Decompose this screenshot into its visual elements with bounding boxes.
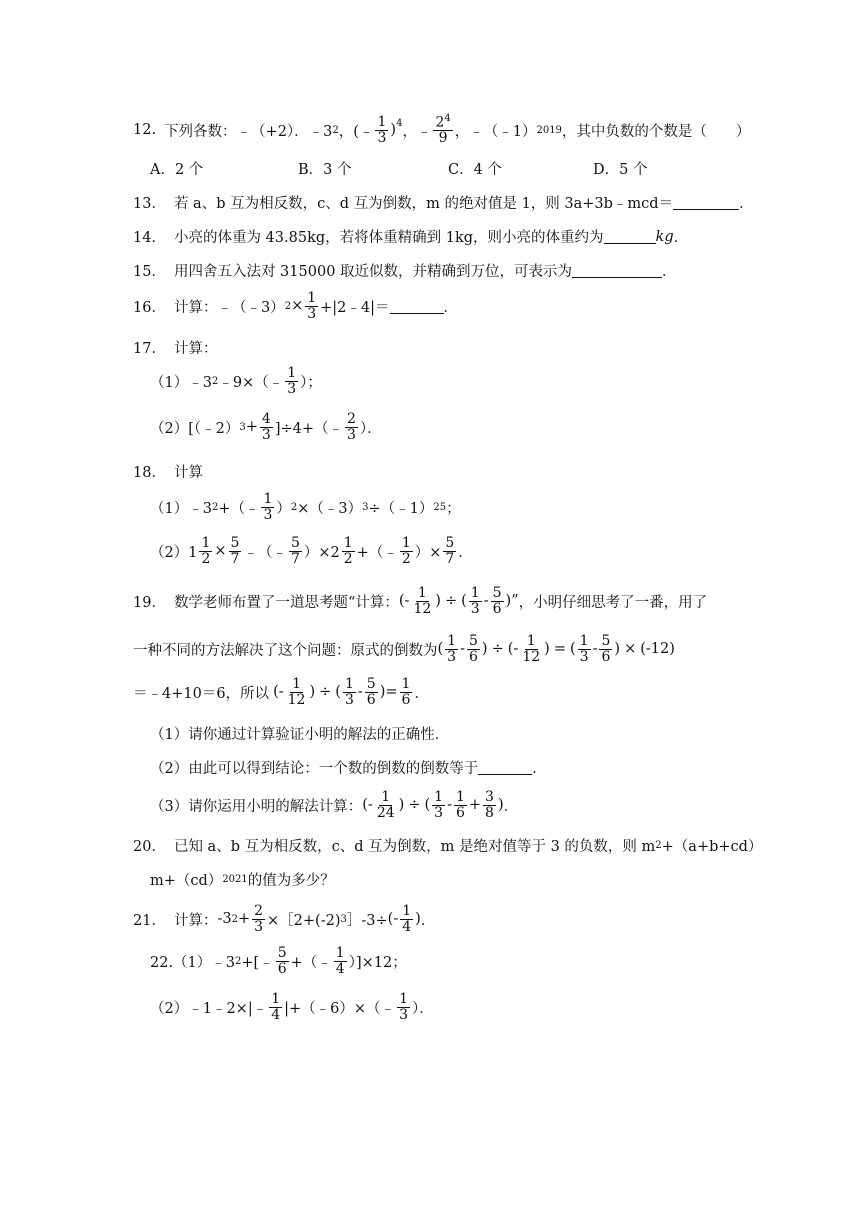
- denominator: 3: [287, 380, 297, 397]
- denominator: 12: [287, 691, 306, 708]
- minus-sign: -: [404, 593, 410, 610]
- question-16: [133, 291, 458, 321]
- denominator: 3: [307, 305, 317, 322]
- fraction: [334, 946, 347, 976]
- numerator: 1: [470, 585, 480, 601]
- fraction: [305, 291, 318, 321]
- denominator: 6: [401, 691, 411, 708]
- expression-text: ）: [276, 500, 291, 517]
- paren: ): [415, 911, 421, 928]
- operator: ÷: [444, 593, 458, 610]
- question-text: ＝﹣4+10＝6，所以: [133, 685, 270, 702]
- period: ．: [673, 230, 689, 246]
- denominator: 3: [344, 691, 354, 708]
- paren: ): [497, 797, 504, 814]
- denominator: 4: [402, 918, 412, 935]
- minus-sign: ﹣: [416, 123, 432, 140]
- period: ．: [532, 761, 547, 777]
- fraction: [467, 634, 480, 664]
- exponent: 3: [362, 501, 369, 513]
- denominator: 6: [492, 600, 502, 617]
- question-number: 18．: [133, 465, 166, 481]
- paren: ): [379, 684, 386, 701]
- q12-tail-text: ，其中负数的个数是（ ）: [561, 123, 751, 140]
- denominator: 7: [230, 550, 240, 567]
- fraction: [260, 412, 273, 442]
- question-22-part-2: [150, 992, 434, 1022]
- expression-text: 22.（1）﹣3: [150, 954, 236, 971]
- period: ．: [503, 798, 519, 815]
- question-22-part-1: [150, 946, 407, 976]
- fraction: [261, 492, 274, 522]
- operator: ×: [214, 543, 227, 560]
- q19-sub-3: [150, 790, 518, 820]
- period: ．: [414, 685, 429, 702]
- answer-blank[interactable]: [604, 229, 656, 244]
- exponent: 2: [655, 840, 662, 851]
- expression-text: ）]×12；: [348, 954, 407, 971]
- expression-text: ﹣9×（﹣: [218, 374, 284, 391]
- paren: (: [461, 593, 467, 610]
- question-text: 计算：: [173, 912, 218, 929]
- denominator: 24: [376, 804, 395, 821]
- fraction: [345, 412, 358, 442]
- numerator: 1: [344, 676, 354, 692]
- denominator: 9: [438, 130, 448, 147]
- fraction: [432, 790, 445, 820]
- paren: (: [437, 641, 444, 658]
- paren: (: [507, 641, 514, 658]
- numerator: 1: [307, 290, 317, 306]
- question-19-line-2: [133, 634, 675, 664]
- denominator: 3: [434, 804, 444, 821]
- question-text: 已知 a、b 互为相反数，c、d 互为倒数，m 是绝对值等于 3 的负数，则 m: [173, 839, 656, 855]
- numerator: 1: [417, 585, 427, 601]
- fraction: [400, 677, 413, 707]
- exponent: 2: [211, 501, 219, 513]
- fraction: [599, 634, 612, 664]
- exponent: 4: [396, 117, 403, 129]
- denominator: 6: [455, 804, 465, 821]
- numerator: 3: [485, 789, 494, 805]
- numerator: 5: [469, 633, 478, 649]
- numerator: 1: [401, 535, 411, 551]
- numerator: 5: [277, 945, 287, 961]
- denominator: 3: [261, 426, 271, 443]
- operator: ÷: [319, 684, 332, 701]
- quote-mark: ”: [511, 593, 519, 610]
- denominator: 8: [485, 804, 494, 821]
- paren: ): [309, 684, 316, 701]
- period: ．: [739, 196, 754, 212]
- fraction: [285, 366, 298, 396]
- numerator: 4: [261, 411, 271, 427]
- minus-sign: -: [357, 684, 363, 701]
- fraction: [276, 946, 289, 976]
- question-text: 一种不同的方法解决了这个问题：原式的倒数为: [133, 642, 438, 659]
- exponent: 3: [239, 421, 246, 433]
- question-13: [133, 192, 754, 213]
- exponent: 2019: [536, 124, 562, 136]
- expression-text: ］-3÷: [346, 912, 388, 929]
- denominator: 3: [263, 506, 273, 523]
- fraction: [520, 634, 542, 664]
- exponent: 2021: [222, 874, 248, 885]
- expression-text: -3: [217, 911, 232, 928]
- numerator: 1: [343, 535, 353, 551]
- minus-sign: -: [513, 641, 519, 658]
- denominator: 3: [447, 648, 457, 665]
- fraction: [286, 677, 308, 707]
- q18-part-1: [150, 492, 461, 522]
- fraction: [578, 634, 591, 664]
- numerator: 1: [335, 945, 345, 961]
- option-a[interactable]: A．2 个: [150, 162, 204, 178]
- fraction: [289, 536, 302, 566]
- question-number: 20．: [133, 839, 166, 855]
- numerator: 1: [399, 991, 408, 1007]
- question-number: 13．: [133, 196, 166, 212]
- fraction: [342, 536, 355, 566]
- question-20-line-2: [150, 869, 335, 890]
- paren: (: [273, 684, 279, 701]
- minus-sign: -: [447, 797, 452, 814]
- question-12: [133, 114, 750, 146]
- fraction-1-3: [375, 115, 388, 145]
- paren: ): [435, 593, 441, 610]
- period: ．: [420, 912, 436, 929]
- numerator: 5: [445, 535, 455, 551]
- expression-text: （2）1: [150, 544, 198, 561]
- paren: ): [481, 641, 488, 658]
- expression-text: ）．: [359, 420, 382, 437]
- question-number: 17．: [133, 341, 166, 357]
- answer-blank[interactable]: [478, 760, 532, 775]
- expression-text: 计算：﹣（﹣3）: [173, 299, 285, 316]
- question-text: +（a+b+cd）: [661, 839, 763, 855]
- exponent: 2: [290, 501, 298, 513]
- question-text: 数学老师布置了一道思考题“计算：: [173, 594, 399, 611]
- numerator: 1: [381, 789, 391, 805]
- numerator: 5: [230, 535, 240, 551]
- expression-text: ×［2+(-2): [267, 912, 341, 929]
- denominator: 3: [470, 600, 480, 617]
- question-text: 计算：: [173, 341, 218, 357]
- period: ．: [662, 264, 677, 280]
- base: 2: [435, 114, 445, 131]
- minus-sign: -: [592, 641, 598, 658]
- numerator: [433, 114, 452, 131]
- question-18: [133, 461, 203, 482]
- operator: ÷: [408, 797, 421, 814]
- denominator: 6: [469, 648, 478, 665]
- paren: (: [569, 641, 576, 658]
- paren: ): [390, 122, 397, 139]
- operator: ×: [624, 641, 637, 658]
- paren: ): [398, 797, 405, 814]
- q17-part-1: [150, 366, 322, 396]
- denominator: 3: [254, 918, 264, 935]
- numerator: 5: [366, 676, 376, 692]
- answer-blank[interactable]: [673, 195, 739, 210]
- expression-text: ）×2: [303, 544, 340, 561]
- equals-sign: =: [553, 641, 566, 658]
- paren: (﹣: [353, 123, 374, 140]
- expression-text: +（﹣: [218, 500, 260, 517]
- expression-text: +[﹣: [241, 954, 274, 971]
- fraction: [269, 992, 282, 1022]
- fraction: [443, 536, 456, 566]
- question-text: （2）由此可以得到结论：一个数的倒数的倒数等于: [150, 761, 479, 777]
- fraction: [199, 536, 212, 566]
- question-text: 计算: [173, 465, 203, 481]
- minus-sign: -: [460, 641, 465, 658]
- q12-text-2: ，﹣（﹣1）: [454, 123, 537, 140]
- minus-sign: -: [483, 593, 489, 610]
- paren: ): [544, 641, 550, 658]
- exponent: 2: [284, 300, 292, 312]
- option-d[interactable]: D．5 个: [593, 162, 648, 178]
- question-text: 用四舍五入法对 315000 取近似数，并精确到万位，可表示为: [173, 264, 573, 280]
- paren: (: [398, 593, 405, 610]
- expression-text: ÷（﹣1）: [368, 500, 434, 517]
- question-17: [133, 337, 217, 358]
- question-20-line-1: [133, 835, 762, 856]
- denominator: 2: [401, 550, 411, 567]
- q19-sub-2: [150, 757, 547, 778]
- question-text: 的值为多少？: [247, 873, 335, 889]
- denominator: 4: [335, 960, 345, 977]
- expression-text: （2）﹣1﹣2×|﹣: [150, 1000, 268, 1017]
- expression-text: ）；: [300, 374, 322, 391]
- denominator: 3: [377, 129, 387, 146]
- fraction-2pow4-9: [433, 114, 452, 146]
- paren: ): [614, 641, 621, 658]
- numerator: 5: [290, 535, 300, 551]
- period: ．: [458, 544, 473, 561]
- numerator: 1: [201, 535, 211, 551]
- expression-text: ；: [446, 500, 461, 517]
- question-text: ，小明仔细思考了一番，用了: [518, 594, 708, 611]
- denominator: 4: [271, 1006, 281, 1023]
- denominator: 6: [366, 691, 376, 708]
- question-text: 若 a、b 互为相反数，c、d 互为倒数，m 的绝对值是 1，则 3a+3b﹣mcd＝: [173, 196, 674, 212]
- numerator: 1: [434, 789, 444, 805]
- fraction: [229, 536, 242, 566]
- operator: ÷: [491, 641, 504, 658]
- expression-text: ）．: [411, 1000, 434, 1017]
- numerator: 1: [447, 633, 457, 649]
- exponent: 2: [231, 913, 238, 925]
- numerator: 1: [263, 491, 273, 507]
- numerator: 1: [401, 676, 411, 692]
- numerator: 1: [377, 113, 387, 130]
- exponent: 2: [332, 124, 339, 136]
- fraction: [397, 992, 410, 1022]
- answer-blank[interactable]: [390, 299, 444, 314]
- exponent: 2: [235, 955, 242, 967]
- question-15: [133, 260, 677, 281]
- numerator: 2: [254, 903, 264, 919]
- numerator: 1: [271, 991, 281, 1007]
- q17-part-2: [150, 412, 382, 442]
- denominator: 12: [413, 600, 432, 617]
- numerator: 2: [347, 411, 356, 427]
- option-b[interactable]: B．3 个: [298, 162, 352, 178]
- expression-text: （1）﹣3: [150, 500, 212, 517]
- q12-lead-text: 下列各数：﹣（+2）．﹣3: [164, 123, 333, 140]
- answer-blank[interactable]: [572, 263, 662, 278]
- expression-text: +（﹣: [290, 954, 332, 971]
- numerator: 1: [579, 633, 589, 649]
- question-number: 19．: [133, 594, 166, 611]
- question-19-line-1: [133, 586, 707, 616]
- denominator: 3: [399, 1006, 408, 1023]
- unit: kg: [655, 228, 674, 245]
- operator: +: [245, 419, 258, 436]
- operator: ×: [291, 298, 304, 315]
- paren: ): [505, 593, 512, 610]
- plus-sign: +: [468, 797, 482, 814]
- numerator: 1: [292, 676, 302, 692]
- question-text: （3）请你运用小明的解法计算：: [150, 798, 363, 815]
- denominator: 2: [343, 550, 353, 567]
- minus-sign: -: [278, 684, 284, 701]
- exponent: 2: [211, 375, 219, 387]
- denominator: 6: [277, 960, 287, 977]
- period: ．: [443, 299, 459, 316]
- denominator: 3: [579, 648, 589, 665]
- question-number: 14．: [133, 230, 166, 246]
- fraction: [469, 586, 482, 616]
- denominator: 7: [445, 550, 455, 567]
- q19-sub-1: （1）请你通过计算验证小明的解法的正确性．: [150, 727, 450, 743]
- fraction: [343, 677, 356, 707]
- question-text: m+（cd）: [150, 873, 223, 889]
- paren: (: [362, 797, 368, 814]
- fraction: [400, 904, 413, 934]
- paren: (: [335, 684, 341, 701]
- expression-text: (-12): [640, 641, 675, 658]
- expression-text: (-: [387, 911, 399, 928]
- denominator: 3: [347, 426, 356, 443]
- expression-text: |+（﹣6）×（﹣: [284, 1000, 396, 1017]
- fraction: [365, 677, 378, 707]
- question-number: 21．: [133, 912, 166, 929]
- fraction: [400, 536, 413, 566]
- expression-text: （1）﹣3: [150, 374, 212, 391]
- exponent: 25: [433, 501, 447, 513]
- fraction: [252, 904, 265, 934]
- fraction: [375, 790, 397, 820]
- question-number: 16．: [133, 299, 166, 316]
- numerator: 1: [287, 365, 297, 381]
- fraction: [454, 790, 467, 820]
- fraction: [483, 790, 496, 820]
- fraction: [491, 586, 504, 616]
- expression-text: ]÷4+（﹣: [274, 420, 343, 437]
- question-19-line-3: [133, 677, 429, 707]
- question-text: 小亮的体重为 43.85kg，若将体重精确到 1kg，则小亮的体重约为: [173, 230, 604, 246]
- question-number: 12.: [133, 122, 157, 139]
- comma: ，: [338, 123, 354, 140]
- comma: ，: [402, 123, 417, 140]
- question-14: [133, 226, 688, 247]
- q18-part-2: [150, 536, 473, 566]
- expression-text: ×（﹣3）: [297, 500, 363, 517]
- minus-sign: -: [367, 797, 373, 814]
- question-number: 15．: [133, 264, 166, 280]
- exponent: 4: [444, 113, 451, 124]
- expression-text: ﹣（﹣: [243, 544, 287, 561]
- plus-sign: +: [237, 911, 251, 928]
- equals-sign: =: [385, 684, 398, 701]
- exponent: 3: [340, 913, 347, 925]
- numerator: 5: [492, 585, 502, 601]
- fraction: [411, 586, 433, 616]
- expression-text: （2）[（﹣2）: [150, 420, 240, 437]
- numerator: 5: [601, 633, 611, 649]
- fraction: [445, 634, 458, 664]
- numerator: 1: [402, 903, 412, 919]
- paren: (: [424, 797, 431, 814]
- expression-text: +|2﹣4|＝: [320, 299, 390, 316]
- denominator: 6: [601, 648, 611, 665]
- expression-text: +（﹣: [356, 544, 398, 561]
- denominator: 12: [522, 648, 541, 665]
- question-21: [133, 904, 435, 934]
- numerator: 1: [455, 789, 465, 805]
- numerator: 1: [526, 633, 536, 649]
- denominator: 7: [290, 550, 300, 567]
- expression-text: ）×: [414, 544, 442, 561]
- option-c[interactable]: C．4 个: [448, 162, 502, 178]
- denominator: 2: [201, 550, 211, 567]
